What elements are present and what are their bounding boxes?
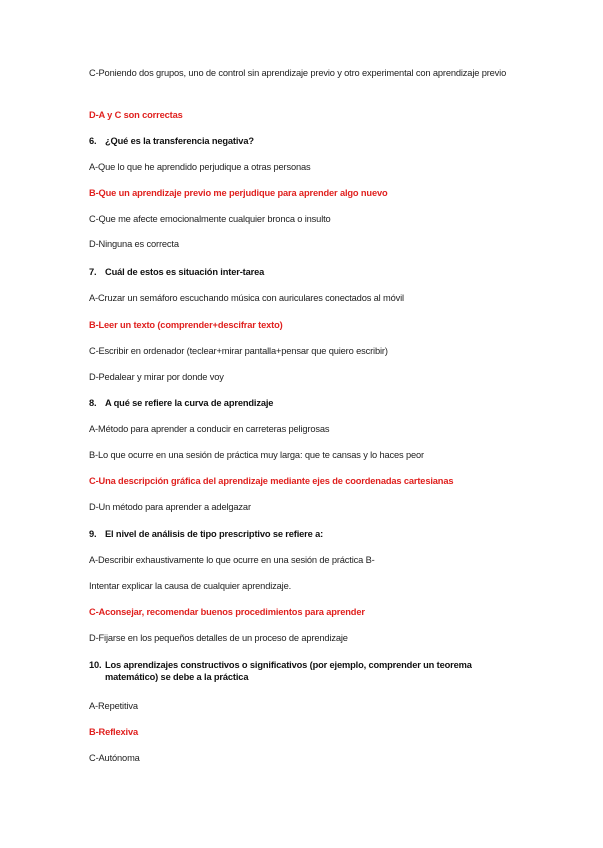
q8-number: 8. [89,398,97,408]
q9-text: El nivel de análisis de tipo prescriptivo se refiere a: [105,529,324,539]
q8-text: A qué se refiere la curva de aprendizaje [105,398,274,408]
q6-text: ¿Qué es la transferencia negativa? [105,136,254,146]
q8-option-a: A-Método para aprender a conducir en carreteras peligrosas [89,424,330,434]
q8-option-c-correct: C-Una descripción gráfica del aprendizaje mediante ejes de coordenadas cartesianas [89,476,454,486]
q10-text-line2: matemático) se debe a la práctica [105,672,249,682]
q9-option-b: Intentar explicar la causa de cualquier aprendizaje. [89,581,292,591]
q9-heading [89,528,323,540]
q7-heading [89,266,264,278]
q8-option-d: D-Un método para aprender a adelgazar [89,502,251,512]
q8-heading [89,397,273,409]
q7-number: 7. [89,267,97,277]
q9-option-d: D-Fijarse en los pequeños detalles de un proceso de aprendizaje [89,633,348,643]
q6-heading [89,135,254,147]
q7-option-b-correct: B-Leer un texto (comprender+descifrar texto) [89,320,283,330]
q7-text: Cuál de estos es situación inter-tarea [105,267,265,277]
q9-number: 9. [89,529,97,539]
q6-option-b-correct: B-Que un aprendizaje previo me perjudique para aprender algo nuevo [89,188,388,198]
q6-option-c: C-Que me afecte emocionalmente cualquier bronca o insulto [89,214,331,224]
q10-heading [89,659,472,683]
q7-option-d: D-Pedalear y mirar por donde voy [89,372,224,382]
q7-option-a: A-Cruzar un semáforo escuchando música con auriculares conectados al móvil [89,293,404,303]
q6-number: 6. [89,136,97,146]
q10-option-b-correct: B-Reflexiva [89,727,138,737]
q10-option-a: A-Repetitiva [89,701,138,711]
q10-option-c: C-Autónoma [89,753,140,763]
q10-number: 10. [89,660,102,670]
q7-option-c: C-Escribir en ordenador (teclear+mirar pantalla+pensar que quiero escribir) [89,346,388,356]
q6-option-d: D-Ninguna es correcta [89,239,179,249]
q9-option-c-correct: C-Aconsejar, recomendar buenos procedimientos para aprender [89,607,365,617]
q9-option-a: A-Describir exhaustivamente lo que ocurre en una sesión de práctica B- [89,555,375,565]
q6-option-a: A-Que lo que he aprendido perjudique a otras personas [89,162,311,172]
q8-option-b: B-Lo que ocurre en una sesión de práctica muy larga: que te cansas y lo haces peor [89,450,424,460]
q10-text-line1: Los aprendizajes constructivos o significativos (por ejemplo, comprender un teorema [105,660,472,670]
q5-option-d-correct: D-A y C son correctas [89,110,183,120]
q5-option-c: C-Poniendo dos grupos, uno de control sin aprendizaje previo y otro experimental con aprendizaje previo [89,68,507,78]
